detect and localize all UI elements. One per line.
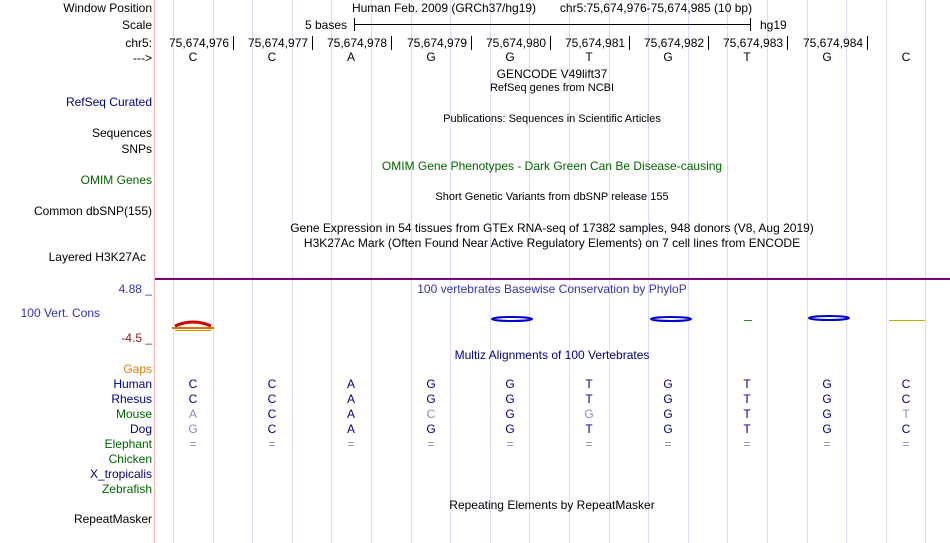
label-window-position: Window Position: [63, 1, 152, 15]
species-label-chicken: Chicken: [108, 452, 152, 466]
cons-logo-5: [492, 317, 532, 321]
aligned-base: G: [505, 377, 515, 391]
position-tick: [471, 36, 472, 50]
aligned-base: G: [822, 392, 832, 406]
aligned-base: C: [267, 422, 277, 436]
guide-line: [727, 0, 728, 543]
guide-line: [411, 0, 412, 543]
label-cons-min: -4.5 _: [121, 331, 152, 345]
aligned-base: G: [663, 392, 673, 406]
scale-label: 5 bases: [305, 18, 348, 32]
position-tick: [787, 36, 788, 50]
reference-base: G: [426, 50, 436, 64]
label-repeatmasker[interactable]: RepeatMasker: [73, 512, 152, 526]
guide-line: [688, 0, 689, 543]
guide-line: [846, 0, 847, 543]
db-label: hg19: [760, 18, 787, 32]
aligned-base: C: [267, 407, 277, 421]
scale-bar-right-cap: [750, 18, 751, 31]
label-strand: --->: [133, 51, 152, 65]
position-range: chr5:75,674,976-75,674,985 (10 bp): [559, 1, 753, 15]
position-label: 75,674,983: [723, 36, 784, 50]
position-label: 75,674,979: [407, 36, 468, 50]
reference-base: G: [505, 50, 515, 64]
refseq-track-title[interactable]: RefSeq genes from NCBI: [489, 82, 615, 94]
cons-logo-8: [744, 320, 752, 321]
aligned-base: G: [426, 422, 436, 436]
cons-logo-10: [889, 320, 925, 321]
label-margin-divider: [154, 0, 155, 543]
gencode-track-title[interactable]: GENCODE V49lift37: [496, 67, 608, 81]
phylop-track-title[interactable]: 100 vertebrates Basewise Conservation by PhyloP: [417, 282, 687, 296]
species-label-x_tropicalis: X_tropicalis: [89, 467, 152, 481]
position-tick: [391, 36, 392, 50]
aligned-base: G: [822, 377, 832, 391]
position-tick: [312, 36, 313, 50]
position-tick: [708, 36, 709, 50]
aligned-base: C: [188, 392, 198, 406]
dbsnp-track-title[interactable]: Short Genetic Variants from dbSNP release 155: [435, 191, 669, 203]
track-group-separator: [155, 278, 950, 280]
position-label: 75,674,982: [644, 36, 705, 50]
aligned-base: C: [901, 377, 911, 391]
aligned-base: A: [346, 422, 355, 436]
species-label-mouse: Mouse: [115, 407, 152, 421]
reference-base: C: [901, 50, 911, 64]
label-scale: Scale: [121, 18, 152, 32]
scale-bar-left-cap: [354, 18, 355, 31]
aligned-base: T: [743, 392, 751, 406]
label-h3k27ac[interactable]: Layered H3K27Ac: [48, 250, 146, 264]
position-label: 75,674,978: [327, 36, 388, 50]
aligned-base: G: [822, 407, 832, 421]
aligned-base: G: [505, 422, 515, 436]
label-chrom: chr5:: [125, 36, 152, 50]
aligned-base: T: [743, 422, 751, 436]
reference-base: A: [346, 50, 355, 64]
reference-base: T: [743, 50, 751, 64]
aligned-base: C: [901, 392, 911, 406]
aligned-base: C: [267, 392, 277, 406]
aligned-base: C: [426, 407, 436, 421]
aligned-base: T: [743, 407, 751, 421]
position-label: 75,674,980: [486, 36, 547, 50]
position-tick: [867, 36, 868, 50]
aligned-base: C: [267, 377, 277, 391]
species-label-elephant: Elephant: [104, 437, 152, 451]
aligned-base: =: [189, 437, 197, 451]
publications-track-title[interactable]: Publications: Sequences in Scientific Articles: [443, 113, 661, 125]
species-label-human: Human: [113, 377, 152, 391]
position-tick: [629, 36, 630, 50]
guide-line: [173, 0, 174, 543]
label-gaps: Gaps: [123, 362, 152, 376]
aligned-base: =: [585, 437, 593, 451]
aligned-base: =: [347, 437, 355, 451]
guide-line: [450, 0, 451, 543]
aligned-base: G: [584, 407, 594, 421]
aligned-base: T: [743, 377, 751, 391]
position-label: 75,674,984: [803, 36, 864, 50]
aligned-base: A: [346, 407, 355, 421]
reference-base: C: [267, 50, 277, 64]
label-omim[interactable]: OMIM Genes: [80, 173, 152, 187]
aligned-base: T: [902, 407, 910, 421]
label-common-dbsnp[interactable]: Common dbSNP(155): [33, 204, 152, 218]
guide-line: [886, 0, 887, 543]
guide-line: [331, 0, 332, 543]
assembly-title: Human Feb. 2009 (GRCh37/hg19): [351, 1, 537, 15]
guide-line: [767, 0, 768, 543]
aligned-base: G: [505, 392, 515, 406]
position-tick: [550, 36, 551, 50]
label-cons-max: 4.88 _: [118, 282, 152, 296]
aligned-base: C: [188, 377, 198, 391]
species-label-dog: Dog: [129, 422, 152, 436]
guide-line: [648, 0, 649, 543]
aligned-base: =: [506, 437, 514, 451]
position-label: 75,674,976: [169, 36, 230, 50]
label-sequences[interactable]: Sequences: [91, 126, 152, 140]
aligned-base: G: [188, 422, 198, 436]
reference-base: G: [663, 50, 673, 64]
aligned-base: T: [585, 392, 593, 406]
aligned-base: =: [268, 437, 276, 451]
aligned-base: =: [664, 437, 672, 451]
position-tick: [233, 36, 234, 50]
guide-line: [925, 0, 926, 543]
cons-logo-1: [172, 322, 214, 331]
guide-line: [292, 0, 293, 543]
reference-base: C: [188, 50, 198, 64]
aligned-base: A: [346, 392, 355, 406]
guide-line: [371, 0, 372, 543]
aligned-base: =: [743, 437, 751, 451]
position-label: 75,674,981: [565, 36, 626, 50]
species-label-zebrafish: Zebrafish: [101, 482, 152, 496]
position-label: 75,674,977: [248, 36, 309, 50]
aligned-base: G: [426, 392, 436, 406]
aligned-base: T: [585, 422, 593, 436]
label-refseq[interactable]: RefSeq Curated: [65, 95, 152, 109]
aligned-base: =: [427, 437, 435, 451]
repeatmasker-track-title[interactable]: Repeating Elements by RepeatMasker: [449, 498, 655, 512]
aligned-base: G: [822, 422, 832, 436]
omim-track-title[interactable]: OMIM Gene Phenotypes - Dark Green Can Be Disease-causing: [381, 159, 723, 173]
label-snps[interactable]: SNPs: [121, 142, 152, 156]
scale-bar: [354, 24, 750, 25]
guide-line: [807, 0, 808, 543]
aligned-base: =: [823, 437, 831, 451]
gtex-track-title[interactable]: Gene Expression in 54 tissues from GTEx RNA-seq of 17382 samples, 948 donors (V8, Aug 2019): [290, 221, 814, 235]
aligned-base: A: [346, 377, 355, 391]
aligned-base: G: [505, 407, 515, 421]
guide-line: [252, 0, 253, 543]
aligned-base: G: [426, 377, 436, 391]
aligned-base: A: [188, 407, 197, 421]
aligned-base: C: [901, 422, 911, 436]
aligned-base: =: [902, 437, 910, 451]
guide-line: [213, 0, 214, 543]
cons-logo-7: [651, 317, 691, 321]
multiz-track-title[interactable]: Multiz Alignments of 100 Vertebrates: [454, 348, 650, 362]
cons-logo-9: [809, 316, 849, 320]
aligned-base: T: [585, 377, 593, 391]
label-100-vert-cons[interactable]: 100 Vert. Cons: [20, 306, 100, 320]
reference-base: T: [585, 50, 593, 64]
reference-base: G: [822, 50, 832, 64]
species-label-rhesus: Rhesus: [111, 392, 152, 406]
aligned-base: G: [663, 377, 673, 391]
aligned-base: G: [663, 407, 673, 421]
aligned-base: G: [663, 422, 673, 436]
h3k27ac-track-title[interactable]: H3K27Ac Mark (Often Found Near Active Regulatory Elements) on 7 cell lines from ENCODE: [303, 236, 801, 250]
